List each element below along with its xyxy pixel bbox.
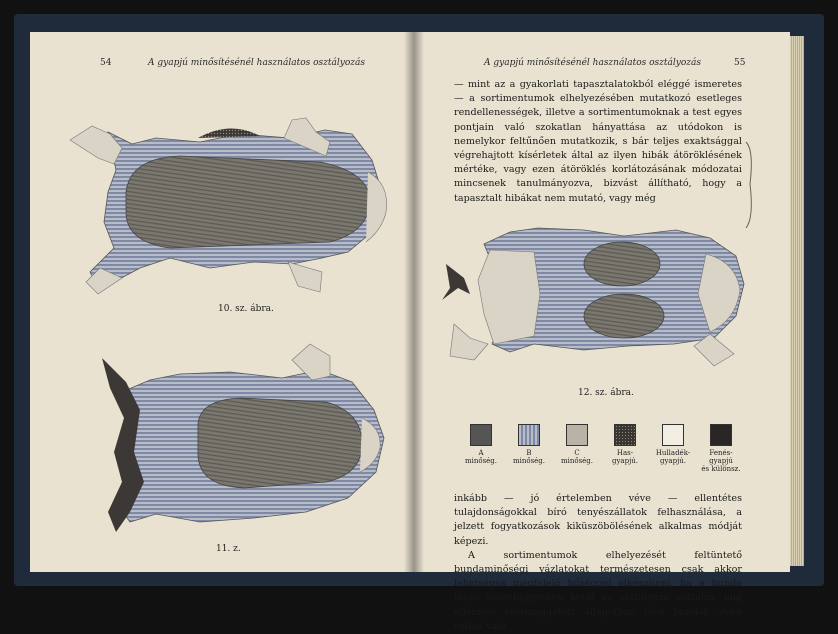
legend-item-b <box>506 424 552 465</box>
legend-item-a <box>458 424 504 465</box>
legend-swatch <box>518 424 540 446</box>
paragraph-bottom-2: A sortimentumok elhelyezését feltüntető bundaminőségi vázlatokat természetesen csak akkor lehetséges megfelelő hűséggel elkészíteni, ha a bunda teljes összefüggésben kerül az osztályozó asztalra, mig ellenben szétszaggatott állapotban lévő bundák ilyen célból való <box>454 549 742 632</box>
legend-label: Hulladék- gyapjú. <box>655 449 691 465</box>
page-number-left: 54 <box>100 58 112 68</box>
legend-item-fenes <box>698 424 744 473</box>
running-head-left: A gyapjú minősítésénél használatos osztályozás <box>148 58 365 68</box>
legend-label: A minőség. <box>464 449 498 465</box>
body-text-top <box>454 78 742 206</box>
legend-label: C minőség. <box>560 449 594 465</box>
right-page <box>414 32 790 632</box>
legend-swatch <box>566 424 588 446</box>
legend <box>458 424 748 484</box>
body-text-bottom <box>454 492 742 634</box>
book-gutter <box>404 32 424 572</box>
page-number-right: 55 <box>734 58 746 68</box>
paragraph-bottom-1: inkább — jó értelemben véve — ellentétes tulajdonságokkal bíró tenyészállatok felhasználása, a jelzett fogyatkozások kiküszöbölésének alkalmas módját képezi. <box>454 493 742 547</box>
fleece-diagram-11 <box>30 332 414 542</box>
legend-item-hulladek <box>650 424 696 465</box>
legend-swatch <box>662 424 684 446</box>
running-head-right: A gyapjú minősítésénél használatos osztályozás <box>484 58 701 68</box>
figure-11-caption: 11. z. <box>216 544 241 554</box>
legend-item-c <box>554 424 600 465</box>
legend-label: B minőség. <box>512 449 546 465</box>
legend-swatch <box>710 424 732 446</box>
fleece-diagram-10 <box>30 72 414 302</box>
fleece-diagram-12 <box>414 204 790 384</box>
legend-label: Has- gyapjú. <box>612 449 638 465</box>
page-edges <box>790 36 804 566</box>
legend-swatch <box>470 424 492 446</box>
figure-10-caption: 10. sz. ábra. <box>218 304 274 314</box>
figure-12-caption: 12. sz. ábra. <box>578 388 634 398</box>
legend-item-has <box>602 424 648 465</box>
legend-label: Fenés-gyapjú és különsz. <box>701 449 741 473</box>
legend-swatch <box>614 424 636 446</box>
left-page <box>30 32 415 572</box>
paragraph-top: — mint az a gyakorlati tapasztalatokból eléggé ismeretes — a sortimentumok elhelyezésében mutatkozó esetleges rendellenességek, illetve a sortimentumoknak a test egyes pontjain való szokatlan hányattása az utódokon is nemelykor feltűnően mutatkozik, s bár teljes exaktsággal végrehajtott kísérletek által az ilyen hibák átöröklésének mértéke, vagy ezen átöröklés korlátozásának módozatai mincsenek tanulmányozva, bizvást állítható, hogy a tapasztalt hibákat nem mutató, vagy még <box>454 79 742 204</box>
